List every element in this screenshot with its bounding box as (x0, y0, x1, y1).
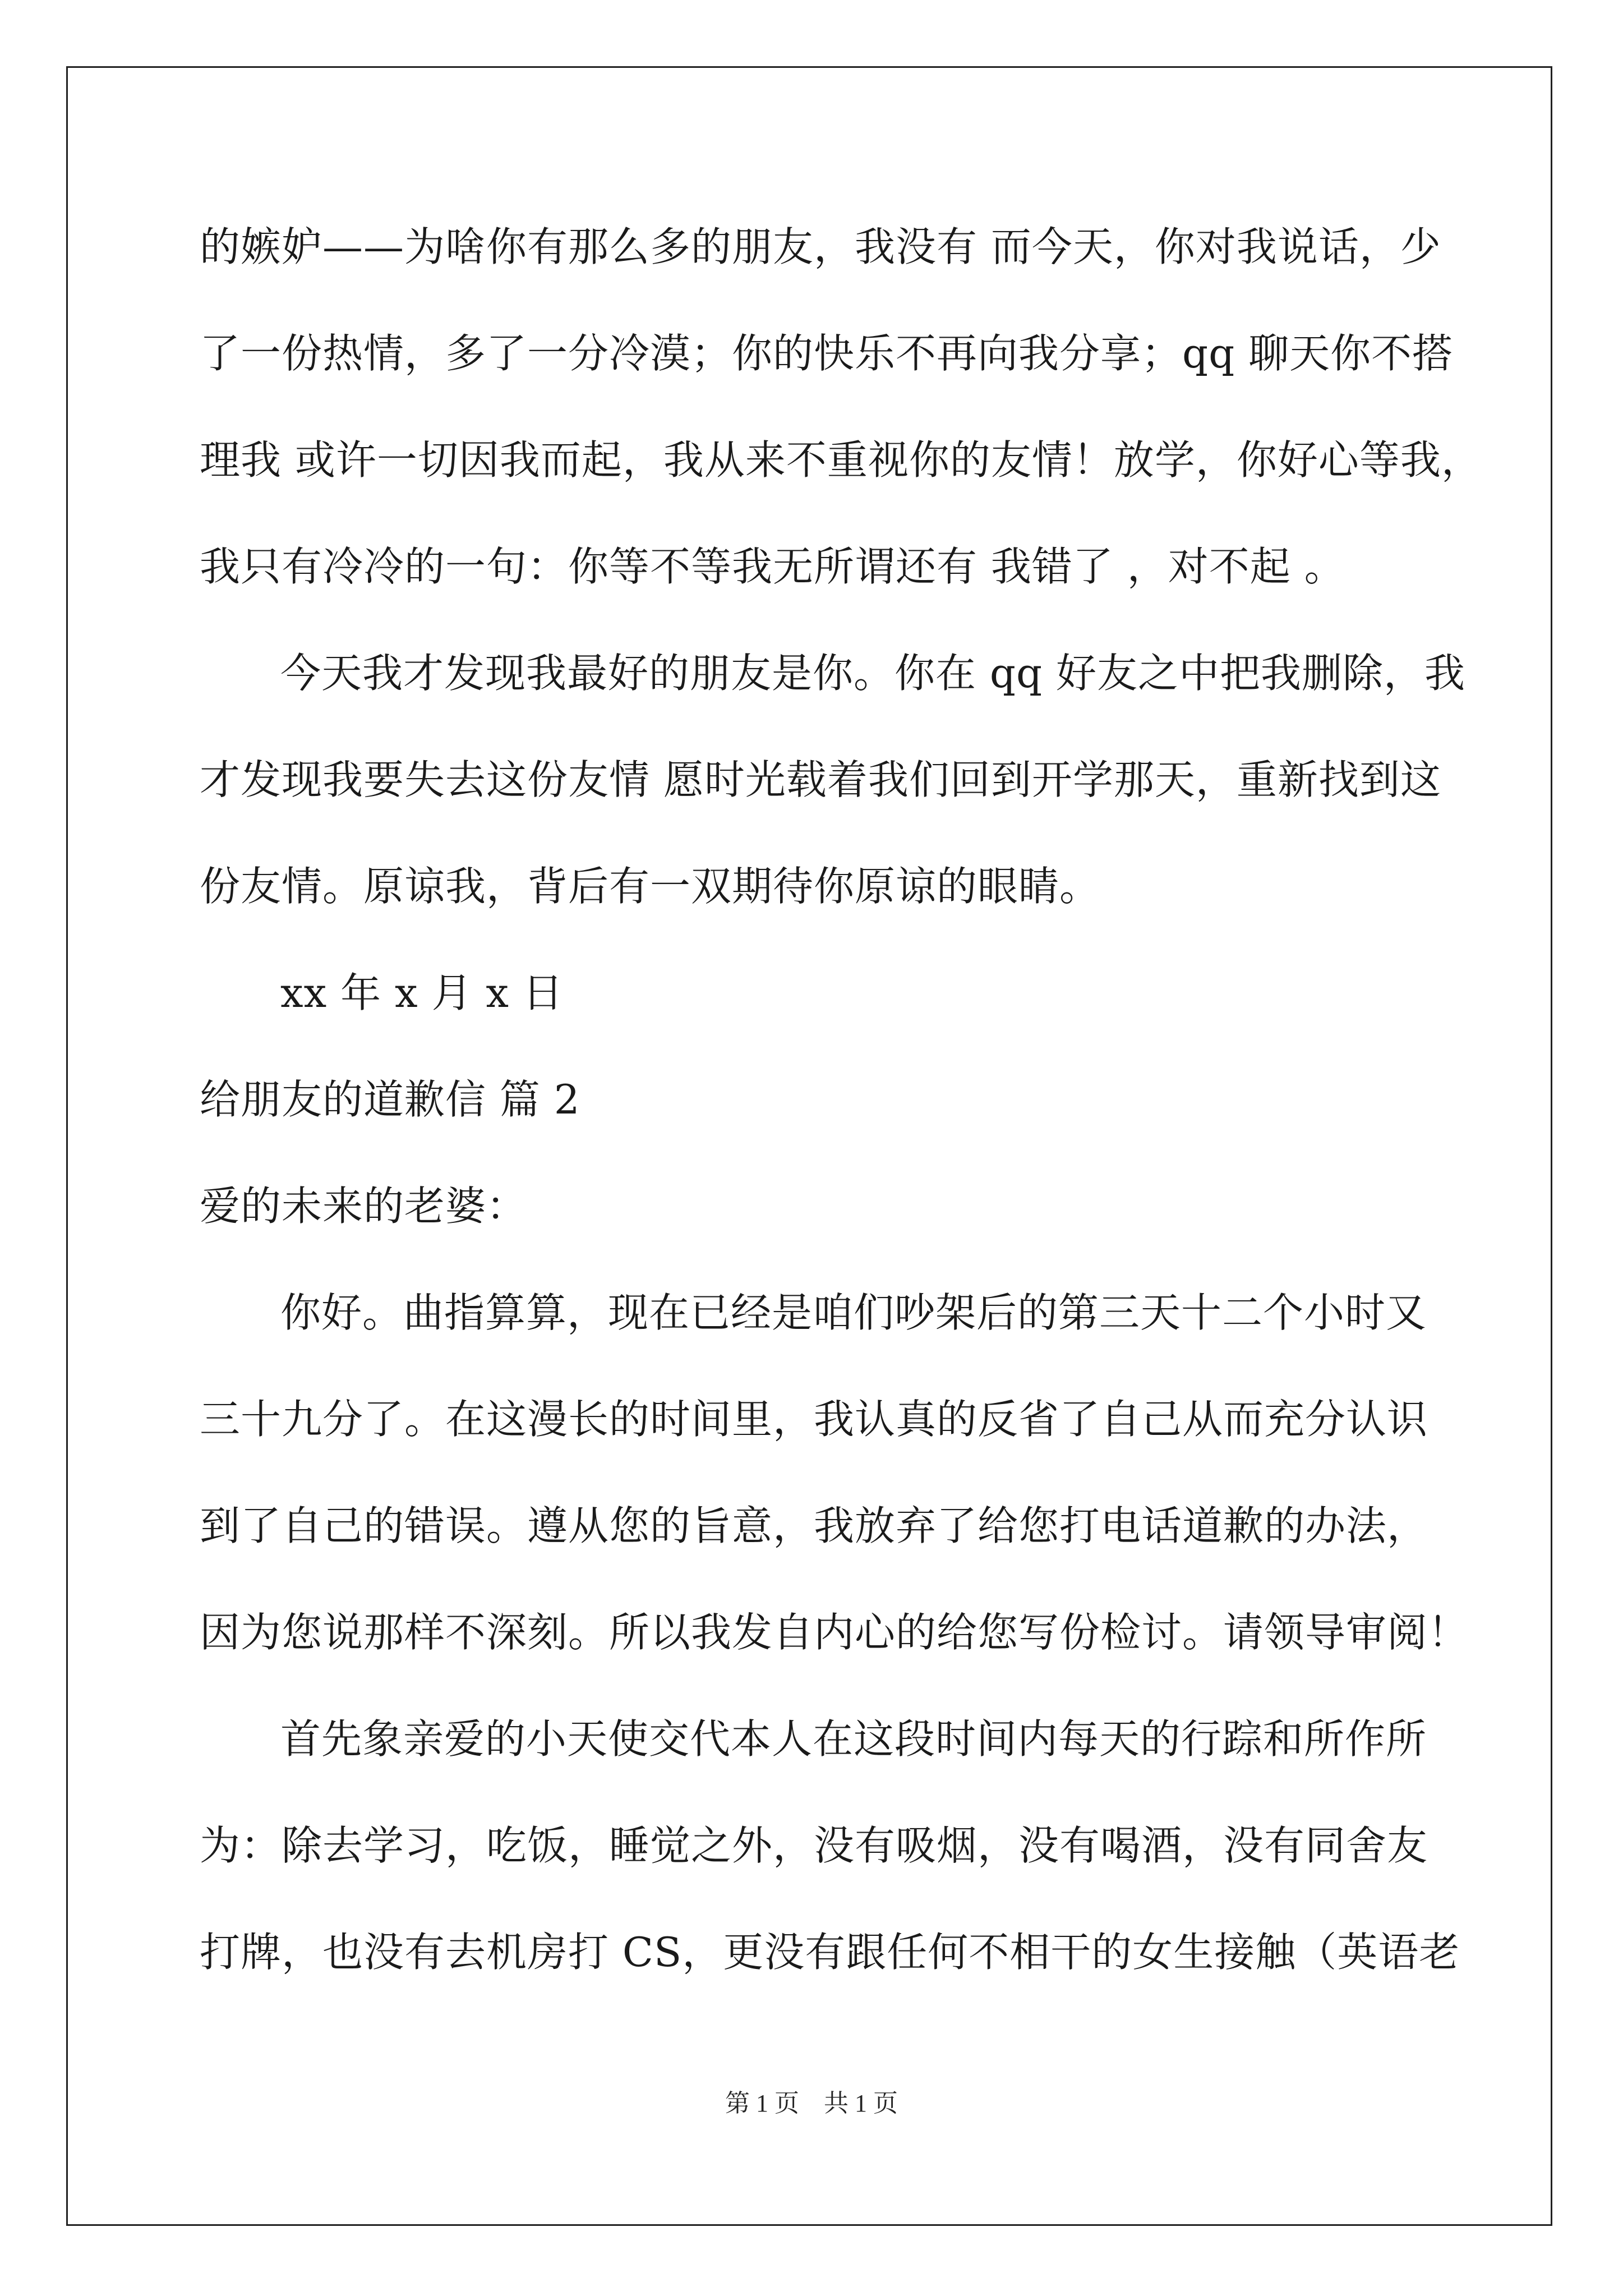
text-line: 打牌，也没有去机房打 CS，更没有跟任何不相干的女生接触（英语老 (200, 1929, 1460, 1976)
letter-date: xx 年 x 月 x 日 (280, 969, 564, 1016)
text-line: 为：除去学习，吃饭，睡觉之外，没有吸烟，没有喝酒，没有同舍友 (200, 1822, 1428, 1869)
paragraph-first-line: 你好。曲指算算，现在已经是咱们吵架后的第三天十二个小时又 (280, 1289, 1427, 1336)
text-line: 因为您说那样不深刻。所以我发自内心的给您写份检讨。请领导审阅！ (200, 1609, 1469, 1656)
text-line: 理我 或许一切因我而起，我从来不重视你的友情！放学，你好心等我， (200, 436, 1482, 484)
section-heading: 给朋友的道歉信 篇 2 (200, 1076, 580, 1123)
paragraph-first-line: 今天我才发现我最好的朋友是你。你在 qq 好友之中把我删除，我 (280, 650, 1465, 697)
page-border (66, 66, 1552, 2226)
text-line: 了一份热情，多了一分冷漠；你的快乐不再向我分享；qq 聊天你不搭 (200, 330, 1454, 377)
text-line: 三十九分了。在这漫长的时间里，我认真的反省了自己从而充分认识 (200, 1396, 1428, 1443)
text-line: 的嫉妒——为啥你有那么多的朋友，我没有 而今天，你对我说话，少 (200, 223, 1441, 270)
page-number-footer: 第 1 页 共 1 页 (725, 2090, 898, 2117)
paragraph-first-line: 首先象亲爱的小天使交代本人在这段时间内每天的行踪和所作所 (280, 1715, 1427, 1763)
text-line: 份友情。原谅我，背后有一双期待你原谅的眼睛。 (200, 863, 1101, 910)
text-line: 才发现我要失去这份友情 愿时光载着我们回到开学那天，重新找到这 (200, 756, 1441, 803)
text-line: 到了自己的错误。遵从您的旨意，我放弃了给您打电话道歉的办法， (200, 1502, 1428, 1549)
text-line: 我只有冷冷的一句：你等不等我无所谓还有 我错了 ，对不起 。 (200, 543, 1345, 590)
letter-salutation: 爱的未来的老婆： (200, 1182, 528, 1230)
